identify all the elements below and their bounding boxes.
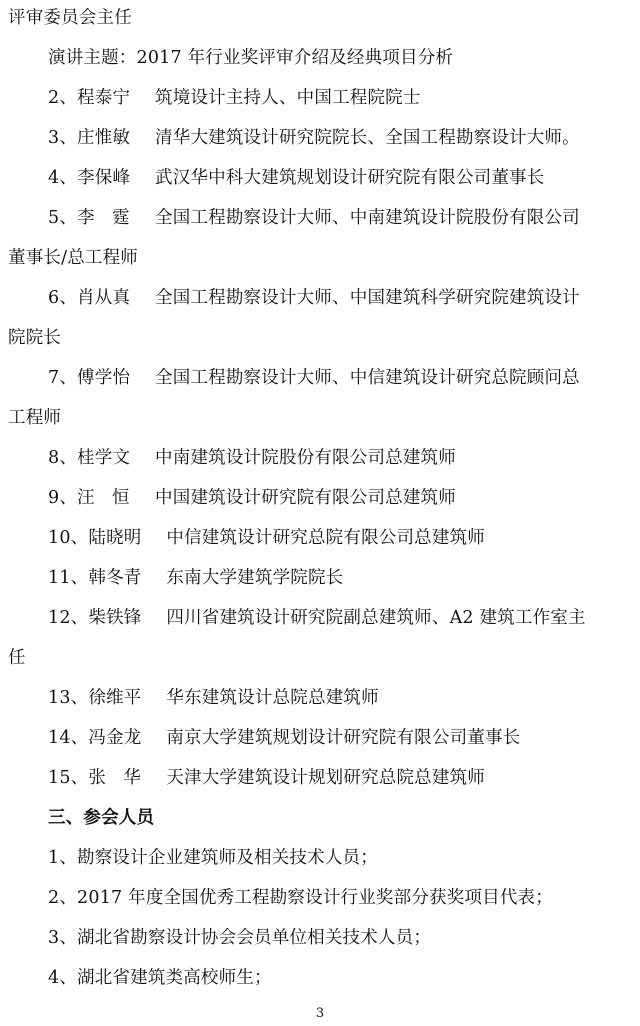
- speaker-number: 14、: [48, 728, 89, 748]
- speaker-title: 全国工程勘察设计大师、中南建筑设计院股份有限公司: [155, 208, 580, 228]
- speaker-item: [48, 566, 634, 590]
- page-number: 3: [315, 1006, 325, 1021]
- speech-title: 2017 年行业奖评审介绍及经典项目分析: [136, 48, 454, 68]
- speaker-title: 中信建筑设计研究总院有限公司总建筑师: [166, 528, 485, 548]
- speaker-number: 2、: [48, 88, 78, 108]
- speaker-number: 6、: [48, 288, 78, 308]
- speaker-title: 东南大学建筑学院院长: [166, 568, 344, 588]
- speaker-title: 武汉华中科大建筑规划设计研究院有限公司董事长: [155, 168, 545, 188]
- speaker-title: 南京大学建筑规划设计研究院有限公司董事长: [166, 728, 521, 748]
- speaker-name: 庄惟敏: [77, 128, 131, 148]
- speaker-name: 程泰宁: [77, 88, 131, 108]
- speaker-name: 李 霆: [77, 208, 130, 228]
- attendee-item: 2、2017 年度全国优秀工程勘察设计行业奖部分获奖项目代表；: [48, 888, 553, 908]
- speaker-item: [48, 766, 634, 790]
- speaker-name: 韩冬青: [88, 568, 142, 588]
- speaker-title: 中南建筑设计院股份有限公司总建筑师: [155, 448, 456, 468]
- attendee-item: 1、勘察设计企业建筑师及相关技术人员；: [48, 848, 378, 868]
- speaker-number: 8、: [48, 448, 78, 468]
- speaker-item: [48, 606, 634, 630]
- speaker-item: [48, 206, 634, 230]
- speaker-name: 徐维平: [88, 688, 142, 708]
- speaker-title-continued: 董事长/总工程师: [8, 248, 138, 268]
- speech-topic-line: [48, 46, 634, 70]
- speaker-item: [48, 86, 634, 110]
- speaker-title: 清华大建筑设计研究院院长、全国工程勘察设计大师。: [155, 128, 580, 148]
- speaker-title-continued: 任: [8, 648, 26, 668]
- speaker-title: 全国工程勘察设计大师、中信建筑设计研究总院顾问总: [155, 368, 580, 388]
- speaker-number: 12、: [48, 608, 89, 628]
- speaker-number: 7、: [48, 368, 78, 388]
- speaker-title: 筑境设计主持人、中国工程院院士: [155, 88, 421, 108]
- speaker-number: 4、: [48, 168, 78, 188]
- speaker-name: 汪 恒: [77, 488, 130, 508]
- speaker-name: 桂学文: [77, 448, 131, 468]
- speaker-name: 傅学怡: [77, 368, 131, 388]
- speaker-item: [48, 366, 634, 390]
- attendee-item: 4、湖北省建筑类高校师生；: [48, 968, 272, 988]
- committee-head-line: 评审委员会主任: [8, 8, 132, 28]
- speaker-item: [48, 686, 634, 710]
- speaker-item: [48, 286, 634, 310]
- speaker-title: 全国工程勘察设计大师、中国建筑科学研究院建筑设计: [155, 288, 580, 308]
- speaker-name: 张 华: [88, 768, 142, 788]
- speaker-number: 10、: [48, 528, 89, 548]
- speaker-title: 中国建筑设计研究院有限公司总建筑师: [155, 488, 456, 508]
- speaker-number: 13、: [48, 688, 89, 708]
- speaker-title: 四川省建筑设计研究院副总建筑师、A2 建筑工作室主: [166, 608, 586, 628]
- attendee-item: 3、湖北省勘察设计协会会员单位相关技术人员；: [48, 928, 432, 948]
- speaker-item: [48, 166, 634, 190]
- speaker-number: 11、: [48, 568, 89, 588]
- speaker-title-continued: 院院长: [8, 328, 62, 348]
- speaker-item: [48, 486, 634, 510]
- speaker-name: 陆晓明: [88, 528, 142, 548]
- speaker-item: [48, 126, 634, 150]
- speaker-title-continued: 工程师: [8, 408, 62, 428]
- speaker-number: 5、: [48, 208, 78, 228]
- speaker-name: 柴铁锋: [88, 608, 142, 628]
- speaker-title: 天津大学建筑设计规划研究总院总建筑师: [166, 768, 485, 788]
- section-heading: 三、参会人员: [48, 808, 155, 828]
- speech-label: 演讲主题：: [48, 48, 137, 68]
- speaker-name: 李保峰: [77, 168, 131, 188]
- speaker-name: 肖从真: [77, 288, 131, 308]
- speaker-number: 15、: [48, 768, 89, 788]
- speaker-item: [48, 526, 634, 550]
- speaker-item: [48, 446, 634, 470]
- speaker-title: 华东建筑设计总院总建筑师: [166, 688, 379, 708]
- speaker-item: [48, 726, 634, 750]
- speaker-number: 9、: [48, 488, 78, 508]
- speaker-number: 3、: [48, 128, 78, 148]
- speaker-name: 冯金龙: [88, 728, 142, 748]
